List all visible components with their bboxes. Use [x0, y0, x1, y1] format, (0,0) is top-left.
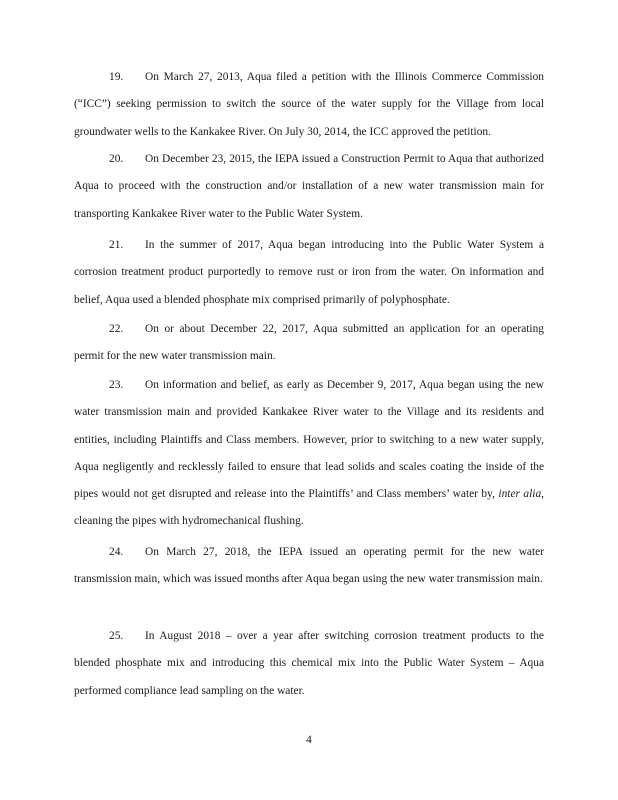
paragraph-text-end: , cleaning the pipes with hydromechanical flushing. [74, 488, 544, 528]
paragraph-25 [74, 623, 544, 705]
paragraph-23 [74, 372, 544, 536]
paragraph-20 [74, 146, 544, 228]
paragraph-text: On December 23, 2015, the IEPA issued a Construction Permit to Aqua that authorized Aqua to proceed with the construction and/or installation of a new water transmission main for transporting Kankakee River water to the Public Water System. [74, 153, 544, 220]
paragraph-number: 23. [109, 379, 124, 391]
page-number: 4 [306, 734, 312, 746]
paragraph-text: On or about December 22, 2017, Aqua submitted an application for an operating permit for the new water transmission main. [74, 323, 544, 363]
paragraph-italic-text: inter alia [498, 488, 542, 501]
paragraph-number: 22. [109, 323, 124, 335]
paragraph-22 [74, 316, 544, 371]
paragraph-number: 24. [109, 546, 124, 558]
paragraph-19 [74, 64, 544, 146]
paragraph-text: In the summer of 2017, Aqua began introducing into the Public Water System a corrosion treatment product purportedly to remove rust or iron from the water. On information and belief, Aqua used a blended phosphate mix comprised primarily of polyphosphate. [74, 239, 544, 306]
paragraph-number: 21. [109, 239, 124, 251]
paragraph-number: 25. [109, 630, 124, 642]
paragraph-text: On March 27, 2018, the IEPA issued an operating permit for the new water transmission main, which was issued months after Aqua began using the new water transmission main. [74, 546, 544, 586]
paragraph-text: In August 2018 – over a year after switching corrosion treatment products to the blended phosphate mix and introducing this chemical mix into the Public Water System – Aqua performed compliance lead sampling on the water. [74, 630, 544, 697]
paragraph-text: On March 27, 2013, Aqua filed a petition with the Illinois Commerce Commission (“ICC”) seeking permission to switch the source of the water supply for the Village from local groundwater wells to the Kankakee River. On July 30, 2014, the ICC approved the petition. [74, 71, 544, 138]
paragraph-24 [74, 539, 544, 594]
paragraph-21 [74, 232, 544, 314]
paragraph-number: 19. [109, 71, 124, 83]
paragraph-text: On information and belief, as early as December 9, 2017, Aqua began using the new water transmission main and provided Kankakee River water to the Village and its residents and entities, including Plaintiffs and Class members. However, prior to switching to a new water supply, Aqua negligently and recklessly failed to ensure that lead solids and scales coating the inside of the pipes would not get disrupted and release into the Plaintiffs’ and Class members’ water by, [74, 379, 544, 501]
paragraph-number: 20. [109, 153, 124, 165]
